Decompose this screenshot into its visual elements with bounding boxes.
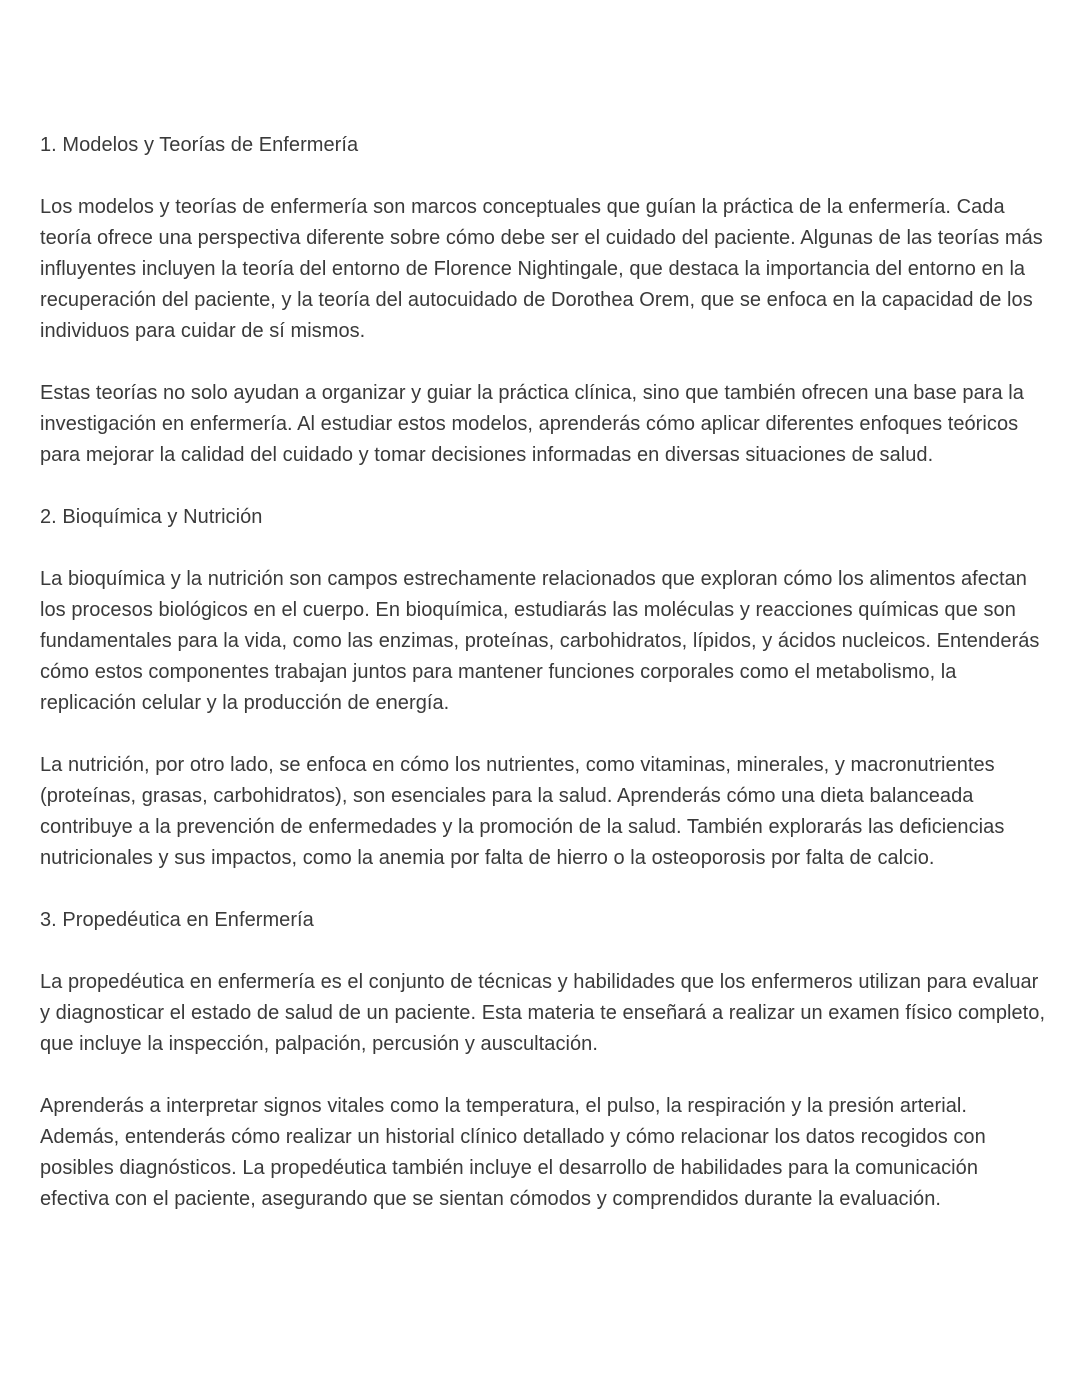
paragraph: La nutrición, por otro lado, se enfoca en cómo los nutrientes, como vitaminas, minerales, y macronutrientes (proteínas, grasas, carbohidratos), son esenciales para la salud. Aprenderás cómo una dieta balanceada contribuye a la prevención de enfermedades y la promoción de la salud. También explorarás las deficiencias nutricionales y sus impactos, como la anemia por falta de hierro o la osteoporosis por falta de calcio. [40,754,1005,869]
paragraph: Aprenderás a interpretar signos vitales como la temperatura, el pulso, la respiración y la presión arterial. Además, entenderás cómo realizar un historial clínico detallado y cómo relacionar los datos recogidos con posibles diagnósticos. La propedéutica también incluye el desarrollo de habilidades para la comunicación efectiva con el paciente, asegurando que se sientan cómodos y comprendidos durante la evaluación. [40,1095,986,1210]
section-heading: 2. Bioquímica y Nutrición [40,506,263,528]
document-body [40,130,1050,1246]
paragraph: La bioquímica y la nutrición son campos estrechamente relacionados que exploran cómo los alimentos afectan los procesos biológicos en el cuerpo. En bioquímica, estudiarás las moléculas y reacciones químicas que son fundamentales para la vida, como las enzimas, proteínas, carbohidratos, lípidos, y ácidos nucleicos. Entenderás cómo estos componentes trabajan juntos para mantener funciones corporales como el metabolismo, la replicación celular y la producción de energía. [40,568,1040,714]
paragraph: Estas teorías no solo ayudan a organizar y guiar la práctica clínica, sino que también ofrecen una base para la investigación en enfermería. Al estudiar estos modelos, aprenderás cómo aplicar diferentes enfoques teóricos para mejorar la calidad del cuidado y tomar decisiones informadas en diversas situaciones de salud. [40,382,1024,466]
section-heading: 1. Modelos y Teorías de Enfermería [40,134,359,156]
paragraph: Los modelos y teorías de enfermería son marcos conceptuales que guían la práctica de la enfermería. Cada teoría ofrece una perspectiva diferente sobre cómo debe ser el cuidado del paciente. Algunas de las teorías más influyentes incluyen la teoría del entorno de Florence Nightingale, que destaca la importancia del entorno en la recuperación del paciente, y la teoría del autocuidado de Dorothea Orem, que se enfoca en la capacidad de los individuos para cuidar de sí mismos. [40,196,1043,342]
paragraph: La propedéutica en enfermería es el conjunto de técnicas y habilidades que los enfermeros utilizan para evaluar y diagnosticar el estado de salud de un paciente. Esta materia te enseñará a realizar un examen físico completo, que incluye la inspección, palpación, percusión y auscultación. [40,971,1046,1055]
section-heading: 3. Propedéutica en Enfermería [40,909,314,931]
